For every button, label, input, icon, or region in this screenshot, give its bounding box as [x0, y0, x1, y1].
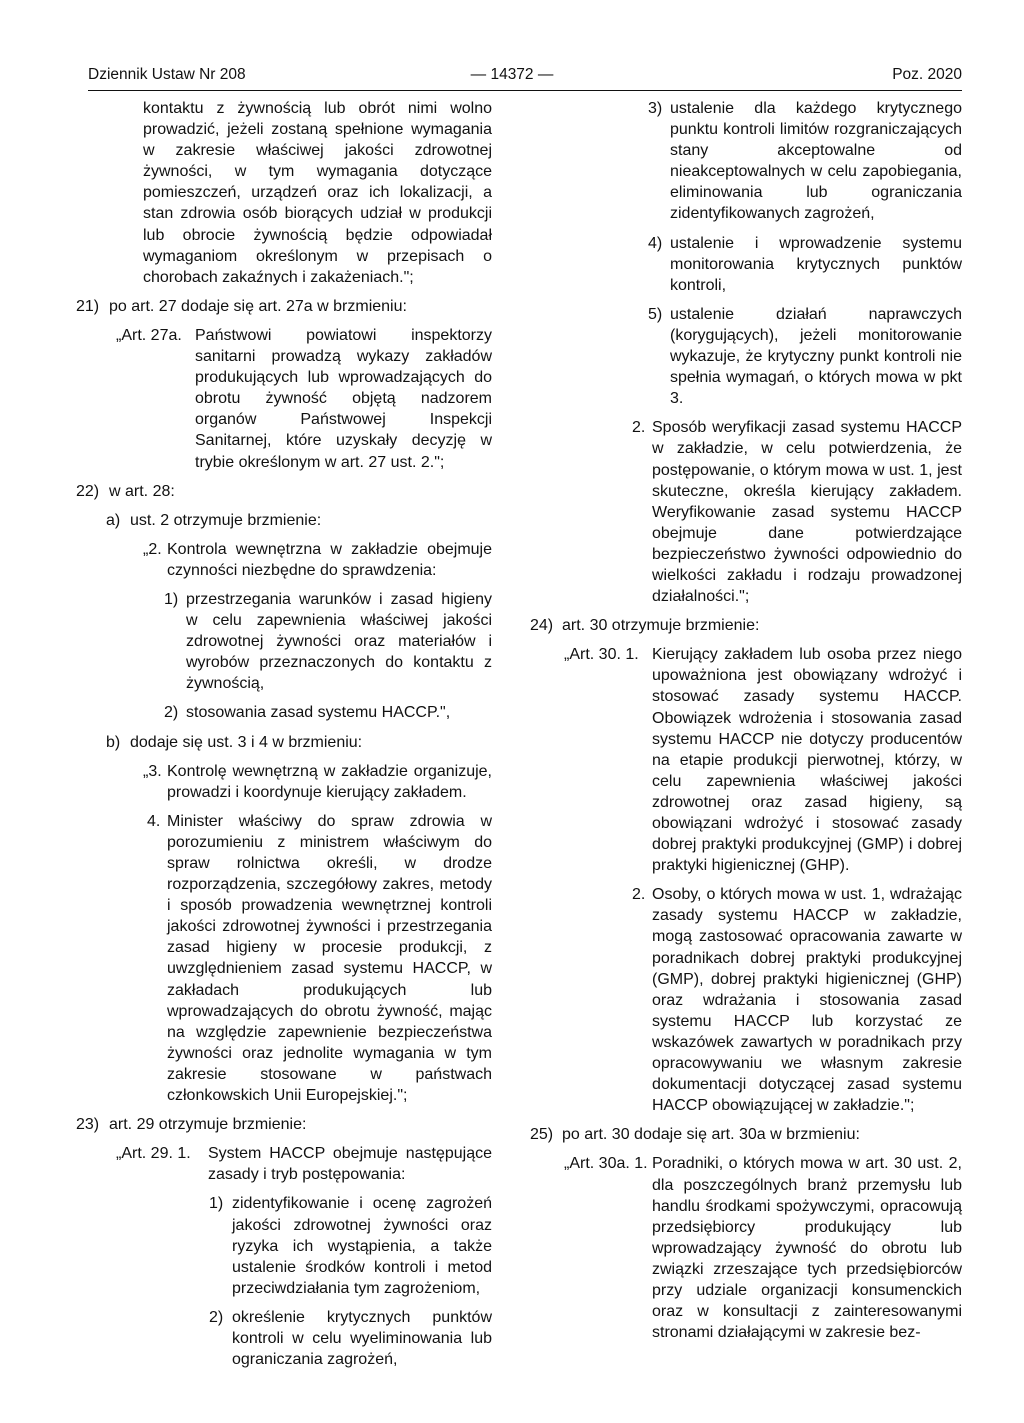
item-23 — [76, 1114, 516, 1135]
left-column — [76, 98, 516, 1378]
art-29-point-3 — [522, 98, 962, 225]
ust-2-point-1-number: 1) — [164, 590, 179, 608]
art-30-ust-2-text: Osoby, o których mowa w ust. 1, wdrażając zasady systemu HACCP w zakładzie, mogą zastosować opracowania zawarte w poradnikach dobrej praktyki produkcyjnej (GMP), dobrej praktyki higienicznej (GHP) oraz wdrażania i stosowania zasad systemu HACCP lub korzystać ze wskazówek zawartych w poradnikach przy opracowywaniu we własnym zakresie dokumentacji dotyczącej zasad systemu HACCP obowiązującej w zakładzie."; — [652, 886, 962, 1115]
ust-3-label: „3. — [143, 762, 162, 780]
art-29-point-1-number: 1) — [209, 1195, 224, 1213]
art-27a-label: „Art. 27a. — [116, 326, 182, 344]
ust-3 — [76, 761, 492, 803]
art-27a — [76, 325, 492, 473]
item-21-number: 21) — [76, 297, 100, 315]
art-29-ust-2-text: Sposób weryfikacji zasad systemu HACCP w zakładzie, w celu potwierdzenia, że postępowanie, o którym mowa w ust. 1, jest skuteczne, określa kierujący zakładem. Weryfikowanie zasad systemu HACCP obejmuje dane potwierdzające bezpieczeństwo żywności odpowiednio do wielkości zakładu i rodzaju prowadzonej działalności."; — [652, 419, 962, 606]
art-30 — [522, 644, 962, 876]
position-number: Poz. 2020 — [892, 66, 962, 83]
art-29-point-2-text: określenie krytycznych punktów kontroli w celu wyeliminowania lub ograniczania zagrożeń, — [232, 1308, 492, 1369]
art-29-point-5 — [522, 304, 962, 409]
art-29-point-2 — [76, 1307, 492, 1370]
item-25-text: po art. 30 dodaje się art. 30a w brzmieniu: — [562, 1126, 860, 1144]
art-29-point-1-text: zidentyfikowanie i ocenę zagrożeń jakości zdrowotnej żywności oraz ryzyka ich wystąpienia, a także ustalenie środków kontroli i metod przeciwdziałania tym zagrożeniom, — [232, 1195, 492, 1297]
item-24 — [522, 615, 962, 636]
item-21 — [76, 296, 516, 317]
right-column — [522, 98, 962, 1351]
item-24-text: art. 30 otrzymuje brzmienie: — [562, 617, 760, 635]
intro-paragraph: kontaktu z żywnością lub obrót nimi wolno prowadzić, jeżeli zostaną spełnione wymagania w zakresie właściwej jakości zdrowotnej żywności, w tym wymagania dotyczące pomieszczeń, urządzeń oraz ich lokalizacji, a stan zdrowia osób biorących udział w produkcji lub obrocie żywnością będzie odpowiadał wymaganiom określonym w przepisach o chorobach zakaźnych i zakażeniach."; — [143, 100, 492, 286]
item-23-number: 23) — [76, 1116, 100, 1134]
item-22-a-text: ust. 2 otrzymuje brzmienie: — [130, 511, 322, 529]
ust-2-point-2-text: stosowania zasad systemu HACCP.", — [186, 704, 451, 722]
art-27a-text: Państwowi powiatowi inspektorzy sanitarni prowadzą wykazy zakładów produkujących lub wprowadzających do obrotu żywność objętą nadzorem organów Państwowej Inspekcji Sanitarnej, które uzyskały decyzję w trybie określonym w art. 27 ust. 2."; — [195, 326, 492, 471]
art-29-text: System HACCP obejmuje następujące zasady i tryb postępowania: — [208, 1145, 492, 1184]
item-25-number: 25) — [530, 1126, 554, 1144]
page-number: — 14372 — — [470, 66, 554, 83]
art-29-label: „Art. 29. 1. — [116, 1145, 191, 1163]
art-29-ust-2 — [522, 417, 962, 607]
item-22-text: w art. 28: — [109, 482, 175, 500]
item-24-number: 24) — [530, 617, 554, 635]
ust-2-label: „2. — [143, 540, 162, 558]
art-29-point-3-number: 3) — [648, 100, 663, 117]
art-29-ust-2-number: 2. — [632, 419, 646, 437]
art-29-point-5-text: ustalenie działań naprawczych (korygujących), jeżeli monitorowanie wykazuje, że krytyczny punkt kontroli nie spełnia wymagań, o których mowa w pkt 3. — [670, 305, 962, 408]
ust-2-point-1-text: przestrzegania warunków i zasad higieny w celu zapewnienia właściwej jakości zdrowotnej żywności oraz materiałów i wyrobów przeznaczonych do kontaktu z żywnością, — [186, 590, 492, 693]
art-29-point-4 — [522, 233, 962, 296]
art-30-ust-2 — [522, 884, 962, 1116]
ust-2-point-2-number: 2) — [164, 704, 179, 722]
item-22-b-text: dodaje się ust. 3 i 4 w brzmieniu: — [130, 733, 363, 751]
ust-2-point-1 — [76, 589, 492, 694]
art-29-point-2-number: 2) — [209, 1308, 224, 1326]
art-30-text: Kierujący zakładem lub osoba przez niego upoważniona jest obowiązany wdrożyć i stosować zasady systemu HACCP. Obowiązek wdrożenia i stosowania zasad systemu HACCP nie dotyczy producentów na etapie produkcji pierwotnej, którzy, w celu zapewnienia właściwej jakości zdrowotnej oraz zasad higieny, są obowiązani wdrożyć i stosować zasady dobrej praktyki produkcyjnej (GMP) i dobrej praktyki higienicznej (GHP). — [652, 646, 962, 875]
art-29-point-1 — [76, 1193, 492, 1298]
item-22-number: 22) — [76, 482, 100, 500]
item-23-text: art. 29 otrzymuje brzmienie: — [109, 1116, 307, 1134]
item-22-b-letter: b) — [106, 733, 121, 751]
journal-title: Dziennik Ustaw Nr 208 — [88, 66, 246, 83]
art-30-label: „Art. 30. 1. — [564, 646, 639, 664]
item-22-b — [76, 732, 516, 753]
item-22-a — [76, 510, 516, 531]
ust-3-text: Kontrolę wewnętrzną w zakładzie organizuje, prowadzi i koordynuje kierujący zakładem. — [167, 762, 492, 801]
ust-2-point-2 — [76, 702, 516, 723]
item-22-a-letter: a) — [106, 511, 121, 529]
ust-2-text: Kontrola wewnętrzna w zakładzie obejmuje czynności niezbędne do sprawdzenia: — [167, 540, 492, 579]
art-30a-label: „Art. 30a. 1. — [564, 1155, 648, 1173]
art-30-ust-2-number: 2. — [632, 886, 646, 904]
art-30a-text: Poradniki, o których mowa w art. 30 ust. 2, dla poszczególnych branż przemysłu lub handlu środkami spożywczymi, opracowują przedsiębiorcy produkujący lub wprowadzający żywność do obrotu lub związki zrzeszające tych przedsiębiorców przy udziale organizacji konsumenckich oraz w konsultacji z zainteresowanymi stronami działającymi w zakresie bez- — [652, 1155, 962, 1342]
art-29-point-3-text: ustalenie dla każdego krytycznego punktu kontroli limitów rozgraniczających stany akceptowalne od nieakceptowalnych w celu zapobiegania, eliminowania lub ograniczania zidentyfikowanych zagrożeń, — [670, 100, 962, 223]
art-29-point-4-number: 4) — [648, 234, 663, 252]
ust-4-label: 4. — [147, 812, 161, 830]
item-22 — [76, 481, 516, 502]
item-21-text: po art. 27 dodaje się art. 27a w brzmieniu: — [109, 297, 407, 315]
art-29-point-4-text: ustalenie i wprowadzenie systemu monitorowania krytycznych punktów kontroli, — [670, 234, 962, 294]
art-29 — [76, 1143, 492, 1185]
item-25 — [522, 1124, 962, 1145]
art-29-point-5-number: 5) — [648, 305, 663, 323]
ust-2 — [76, 539, 492, 581]
ust-4-text: Minister właściwy do spraw zdrowia w porozumieniu z ministrem właściwym do spraw rolnictwa określi, w drodze rozporządzenia, szczegółowy zakres, metody i sposób prowadzenia wewnętrznej kontroli jakości zdrowotnej żywności i przestrzegania zasad higieny w procesie produkcji, z uwzględnieniem zasad systemu HACCP, w zakładach produkujących lub wprowadzających do obrotu żywność, mając na względzie zapewnienie bezpieczeństwa żywności oraz jednolite wymagania w tym zakresie stosowane w państwach członkowskich Unii Europejskiej."; — [167, 812, 492, 1105]
art-30a — [522, 1153, 962, 1343]
header-rule — [88, 90, 962, 91]
ust-4 — [76, 811, 492, 1106]
